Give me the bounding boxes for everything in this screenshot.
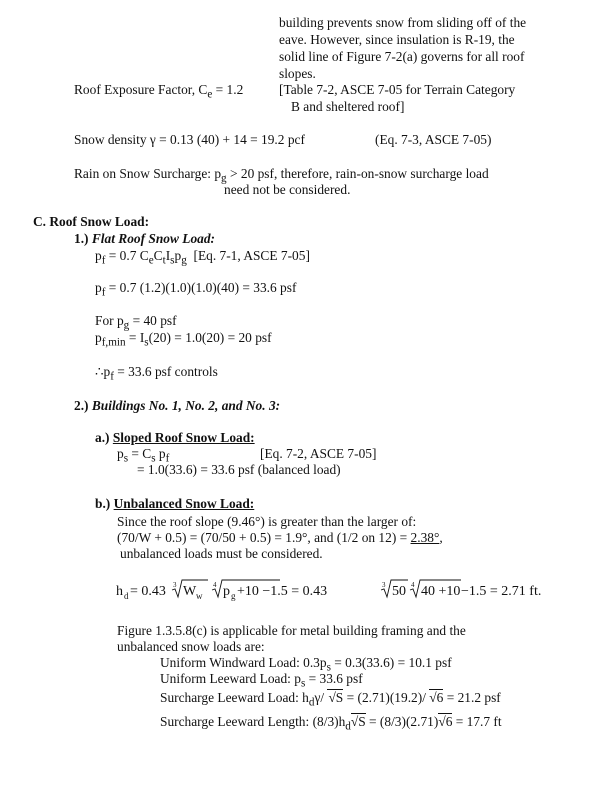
for-pg: For $p_g = 40$ psf [95, 313, 177, 332]
svg-text:50: 50 [392, 584, 406, 599]
svg-text:3: 3 [173, 581, 177, 589]
pf-controls: $\therefore p_f = 33.6$ psf controls [95, 364, 218, 383]
svg-text:w: w [196, 591, 203, 601]
drift-height-equation [112, 574, 542, 604]
exposure-ref-1: [Table 7-2, ASCE 7-05 for Terrain Category [279, 82, 516, 97]
unbalanced-text-3: unbalanced loads must be considered. [120, 546, 323, 561]
figure-note-2: unbalanced snow loads are: [117, 639, 265, 654]
svg-text:+10 −1.5 = 0.43: +10 −1.5 = 0.43 [237, 584, 328, 599]
section-c-heading: C. Roof Snow Load: [33, 214, 150, 229]
unbalanced-heading: b.) Unbalanced Snow Load: [95, 496, 255, 511]
svg-text:4: 4 [213, 581, 217, 589]
unbalanced-text-2: (70/W + 0.5) = (70/50 + 0.5) = 1.9°, and (1/2 on 12) = 2.38°, [117, 530, 443, 545]
figure-note-1: Figure 1.3.5.8(c) is applicable for metal building framing and the [117, 623, 466, 638]
rain-on-snow: Rain on Snow Surcharge: $p_g > 20$ psf, therefore, rain-on-snow surcharge load [74, 166, 489, 185]
sloped-ref: [Eq. 7-2, ASCE 7-05] [260, 446, 377, 461]
buildings-heading: 2.) Buildings No. 1, No. 2, and No. 3: [74, 398, 281, 413]
note-line-4: slopes. [279, 66, 316, 81]
svg-text:d: d [124, 591, 129, 601]
exposure-factor: Roof Exposure Factor, $C_e = 1.2$ [74, 82, 244, 101]
sloped-equation: $p_s = C_s$ $p_f$ [117, 446, 170, 465]
note-line-3: solid line of Figure 7-2(a) governs for all roof [279, 49, 525, 64]
note-line-2: eave. However, since insulation is R-19, the [279, 32, 515, 47]
unbalanced-text-1: Since the roof slope (9.46°) is greater than the larger of: [117, 514, 417, 529]
sloped-heading: a.) Sloped Roof Snow Load: [95, 430, 255, 445]
snow-density-ref: (Eq. 7-3, ASCE 7-05) [375, 132, 492, 147]
surcharge-leeward-load: Surcharge Leeward Load: $h_d\gamma/$ √S = (2.71)(19.2)/ √6 = 21.2 psf [160, 690, 501, 709]
svg-text:W: W [183, 584, 197, 599]
snow-density: Snow density γ = 0.13 (40) + 14 = 19.2 pcf [74, 132, 305, 147]
surcharge-leeward-length: Surcharge Leeward Length: $(8/3)h_d√S = (8/3)(2.71)√6 = 17.7$ ft [160, 714, 502, 733]
svg-text:3: 3 [382, 581, 386, 589]
exposure-ref-2: B and sheltered roof] [291, 99, 405, 114]
sloped-value: = 1.0(33.6) = 33.6 psf (balanced load) [137, 462, 341, 477]
svg-text:4: 4 [411, 581, 415, 589]
svg-text:p: p [223, 584, 230, 599]
svg-text:−1.5 = 2.71 ft.: −1.5 = 2.71 ft. [461, 584, 542, 599]
svg-text:40 +10: 40 +10 [421, 584, 461, 599]
pf-min: $p_{f,min} = I_s(20) = 1.0(20) = 20$ psf [95, 330, 272, 349]
svg-text:g: g [231, 591, 236, 601]
note-line-1: building prevents snow from sliding off of the [279, 15, 527, 30]
svg-text:h: h [116, 584, 123, 599]
flat-roof-heading: 1.) Flat Roof Snow Load: [74, 231, 215, 246]
rain-on-snow-line-2: need not be considered. [224, 182, 351, 197]
flat-roof-value: $p_f = 0.7$ (1.2)(1.0)(1.0)(40) = 33.6 psf [95, 280, 297, 299]
svg-text:= 0.43: = 0.43 [130, 584, 166, 599]
uniform-windward-load: Uniform Windward Load: $0.3p_s = 0.3(33.6) = 10.1$ psf [160, 655, 452, 674]
flat-roof-equation: $p_f = 0.7$ $C_eC_tI_sp_g$ [Eq. 7-1, ASCE 7-05] [95, 248, 310, 267]
uniform-leeward-load: Uniform Leeward Load: $p_s = 33.6$ psf [160, 671, 363, 690]
